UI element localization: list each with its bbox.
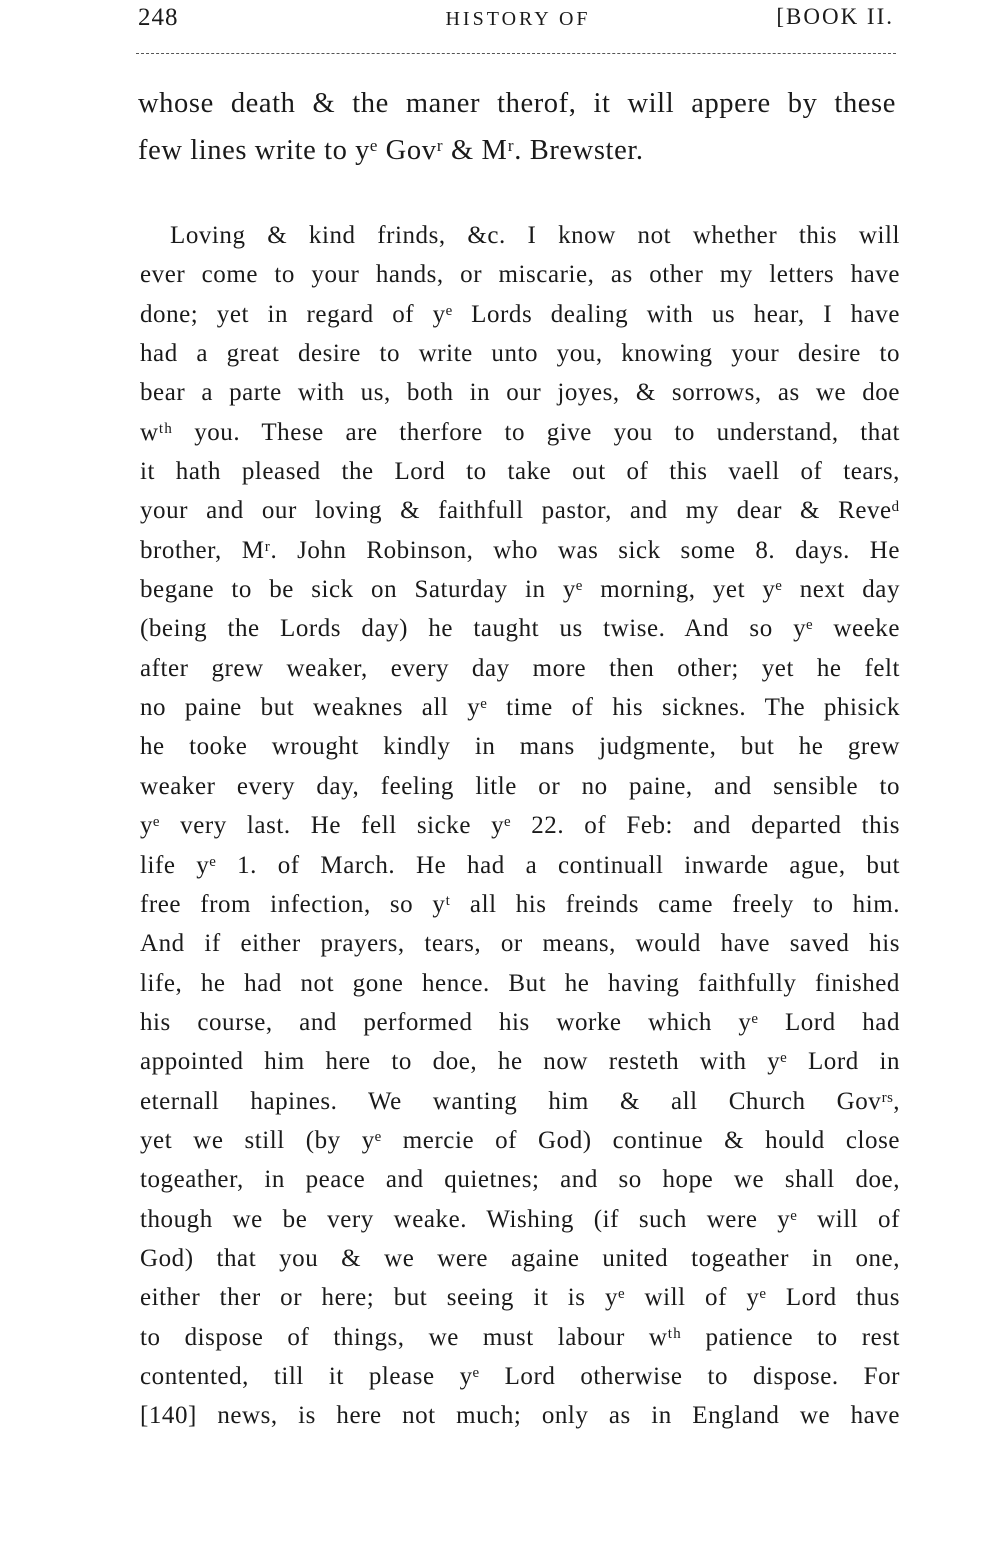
letter-line: had a great desire to write unto you, knowing your desire to xyxy=(140,340,900,368)
letter-line: God) that you & we were againe united togeather in one, xyxy=(140,1244,900,1272)
letter-line: he tooke wrought kindly in mans judgmente, but he grew xyxy=(140,733,900,761)
letter-line: after grew weaker, every day more then other; yet he felt xyxy=(140,654,900,682)
letter-line: contented, till it please yᵉ Lord otherwise to dispose. For xyxy=(140,1362,900,1390)
intro-line: few lines write to yᵉ Govʳ & Mʳ. Brewster. xyxy=(138,135,644,166)
letter-line: to dispose of things, we must labour wᵗʰ patience to rest xyxy=(140,1323,900,1351)
book-reference: [BOOK II. xyxy=(776,4,894,29)
letter-line: it hath pleased the Lord to take out of this vaell of tears, xyxy=(140,458,900,486)
intro-line: whose death & the maner therof, it will appere by these xyxy=(138,88,896,119)
letter-line: either ther or here; but seeing it is yᵉ will of yᵉ Lord thus xyxy=(140,1284,900,1312)
letter-line: weaker every day, feeling litle or no paine, and sensible to xyxy=(140,772,900,800)
page-header xyxy=(138,4,898,44)
letter-line: bear a parte with us, both in our joyes, & sorrows, as we doe xyxy=(140,379,900,407)
letter-line: And if either prayers, tears, or means, would have saved his xyxy=(140,930,900,958)
header-rule xyxy=(136,53,896,54)
letter-line: ever come to your hands, or miscarie, as other my letters have xyxy=(140,261,900,289)
letter-line: life yᵉ 1. of March. He had a continuall inwarde ague, but xyxy=(140,851,900,879)
letter-line: done; yet in regard of yᵉ Lords dealing with us hear, I have xyxy=(140,300,900,328)
letter-line: life, he had not gone hence. But he having faithfully finished xyxy=(140,969,900,997)
letter-line: his course, and performed his worke which yᵉ Lord had xyxy=(140,1008,900,1036)
letter-line: though we be very weake. Wishing (if such were yᵉ will of xyxy=(140,1205,900,1233)
page-number: 248 xyxy=(138,4,179,31)
letter-line: yet we still (by yᵉ mercie of God) continue & hould close xyxy=(140,1126,900,1154)
letter-line: [140] news, is here not much; only as in England we have xyxy=(140,1402,900,1430)
letter-line: brother, Mʳ. John Robinson, who was sick some 8. days. He xyxy=(140,536,900,564)
letter-line: (being the Lords day) he taught us twise. And so yᵉ weeke xyxy=(140,615,900,643)
letter-line: eternall hapines. We wanting him & all Church Govʳˢ, xyxy=(140,1087,900,1115)
running-title: HISTORY OF xyxy=(445,8,591,30)
letter-line: Loving & kind frinds, &c. I know not whether this will xyxy=(170,222,900,249)
intro-paragraph xyxy=(138,80,896,174)
letter-line: wᵗʰ you. These are therfore to give you to understand, that xyxy=(140,418,900,446)
letter-line: free from infection, so yᵗ all his freinds came freely to him. xyxy=(140,890,900,918)
letter-line: your and our loving & faithfull pastor, and my dear & Reveᵈ xyxy=(140,497,900,525)
letter-body xyxy=(140,216,900,1436)
letter-line: togeather, in peace and quietnes; and so hope we shall doe, xyxy=(140,1166,900,1194)
letter-line: appointed him here to doe, he now resteth with yᵉ Lord in xyxy=(140,1048,900,1076)
letter-line: yᵉ very last. He fell sicke yᵉ 22. of Feb: and departed this xyxy=(140,812,900,840)
letter-line: no paine but weaknes all yᵉ time of his sicknes. The phisick xyxy=(140,694,900,722)
letter-line: begane to be sick on Saturday in yᵉ morning, yet yᵉ next day xyxy=(140,576,900,604)
